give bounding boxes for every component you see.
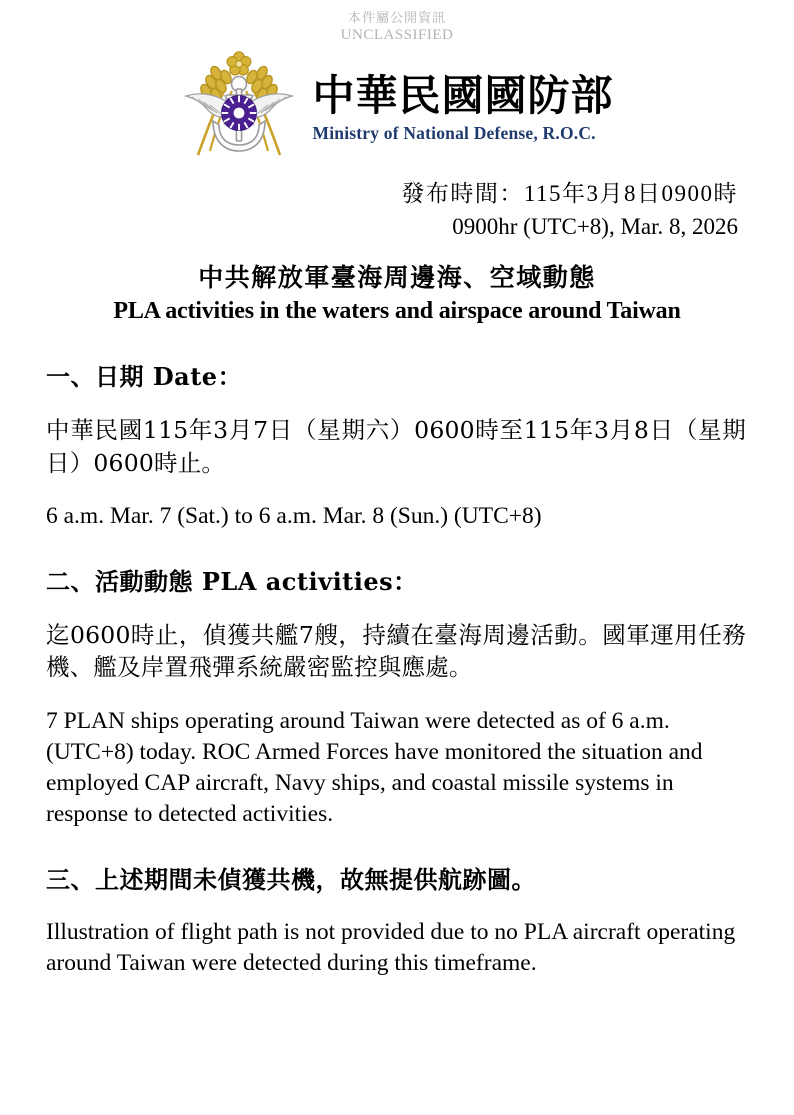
section-activities-paragraph-chinese: 迄0600時止，偵獲共艦7艘，持續在臺海周邊活動。國軍運用任務機、艦及岸置飛彈系統嚴密監控與應處。 (46, 620, 746, 682)
section-date-paragraph-english: 6 a.m. Mar. 7 (Sat.) to 6 a.m. Mar. 8 (Sun.) (UTC+8) (46, 502, 542, 529)
plum-blossom (228, 52, 252, 75)
section-activities-paragraph-english: 7 PLAN ships operating around Taiwan were detected as of 6 a.m. (UTC+8) today. ROC Armed Forces have monitored the situation and employed CAP aircraft, Navy ships, and coastal missile systems in response to detected activities. (46, 707, 703, 827)
classification-chinese: 本件屬公開資訊 (347, 10, 446, 25)
letterhead (0, 51, 794, 163)
section-heading-activities: 二、活動動態 PLA activities： (46, 566, 418, 596)
publication-time-chinese: 發布時間：115年3月8日0900時 (401, 181, 738, 206)
page-title (0, 260, 794, 327)
page-title-chinese: 中共解放軍臺海周邊海、空域動態 (198, 262, 596, 292)
mnd-emblem-icon (180, 51, 298, 163)
classification-banner (0, 0, 794, 45)
document-body (0, 357, 794, 979)
section-date-paragraph-chinese: 中華民國115年3月7日（星期六）0600時至115年3月8日（星期日）0600時止。 (46, 416, 746, 477)
page-title-english: PLA activities in the waters and airspace around Taiwan (113, 297, 681, 324)
publication-time (0, 177, 794, 244)
publication-time-english: 0900hr (UTC+8), Mar. 8, 2026 (452, 214, 738, 240)
section-heading-date: 一、日期 Date： (46, 362, 243, 392)
organization-name-chinese: 中華民國國防部 (312, 71, 614, 121)
organization-name-block (312, 71, 614, 143)
classification-english: UNCLASSIFIED (340, 27, 454, 44)
organization-name-english: Ministry of National Defense, R.O.C. (312, 122, 596, 143)
section-heading-no-flight-path: 三、上述期間未偵獲共機，故無提供航跡圖。 (46, 864, 536, 894)
section-no-flight-path-paragraph-english: Illustration of flight path is not provided due to no PLA aircraft operating around Taiwan were detected during this timeframe. (46, 918, 736, 976)
